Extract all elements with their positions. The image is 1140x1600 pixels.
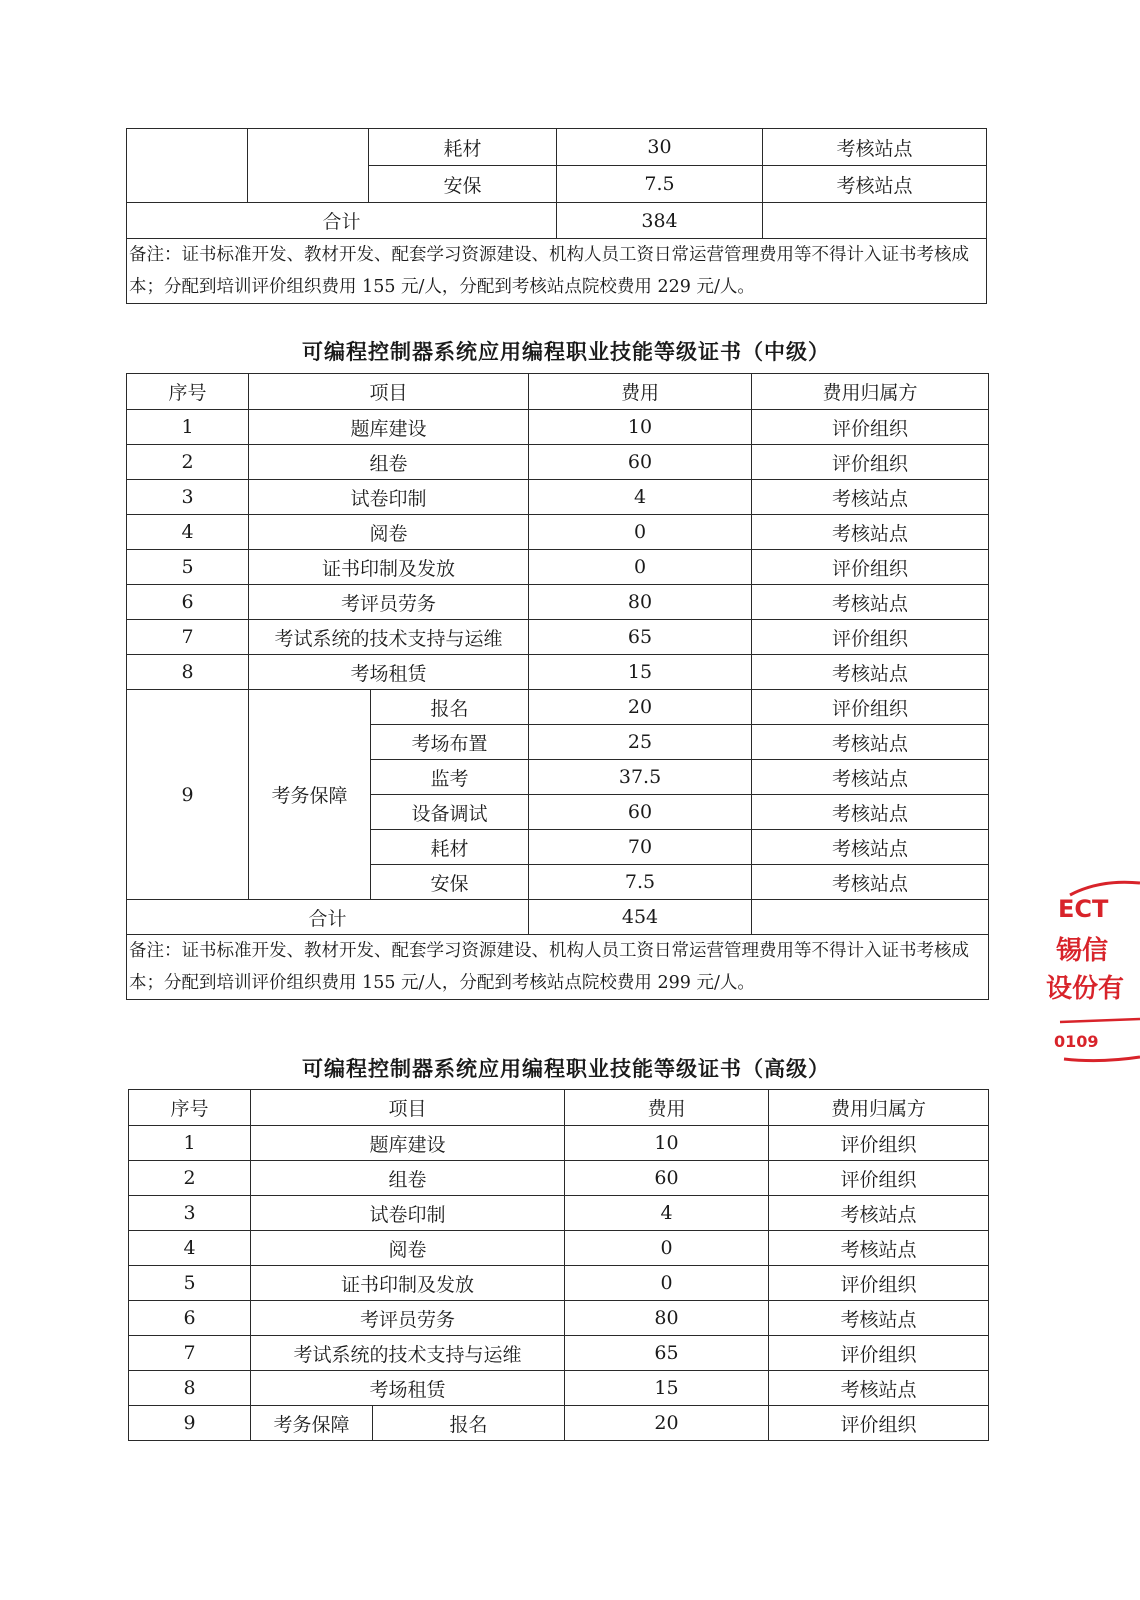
fee-cell: 0: [565, 1266, 769, 1301]
table-row: [129, 1336, 989, 1371]
note-text: 备注：证书标准开发、教材开发、配套学习资源建设、机构人员工资日常运营管理费用等不得计入证书考核成本；分配到培训评价组织费用 155 元/人，分配到考核站点院校费用 229 元/人。: [127, 239, 987, 304]
owner-cell: 考核站点: [752, 480, 989, 515]
table-row: [127, 690, 989, 725]
owner-cell: 评价组织: [769, 1406, 989, 1441]
item-cell: 考试系统的技术支持与运维: [251, 1336, 565, 1371]
table-cell: [248, 129, 369, 203]
total-row: [127, 900, 989, 935]
table-row: [127, 585, 989, 620]
owner-cell: 考核站点: [769, 1371, 989, 1406]
table-row: [129, 1126, 989, 1161]
item-cell: 考试系统的技术支持与运维: [249, 620, 529, 655]
no-cell: 6: [129, 1301, 251, 1336]
no-cell: 3: [127, 480, 249, 515]
owner-cell: 考核站点: [769, 1301, 989, 1336]
no-cell: 4: [129, 1231, 251, 1266]
fee-cell: 70: [529, 830, 752, 865]
table-row: [129, 1231, 989, 1266]
mid-fee-table: [126, 373, 989, 1000]
owner-cell: 评价组织: [769, 1161, 989, 1196]
item-cell: 证书印制及发放: [251, 1266, 565, 1301]
item-cell: 监考: [371, 760, 529, 795]
header-item: 项目: [251, 1090, 565, 1126]
item-cell: 报名: [373, 1406, 565, 1441]
total-row: [127, 203, 987, 239]
table-row: [127, 445, 989, 480]
owner-cell: 考核站点: [769, 1231, 989, 1266]
fee-cell: 4: [529, 480, 752, 515]
no-cell: 7: [127, 620, 249, 655]
fee-cell: 7.5: [557, 166, 763, 203]
top-fee-table: [126, 128, 987, 304]
owner-cell: 评价组织: [752, 620, 989, 655]
table-row: [127, 550, 989, 585]
no-cell: 5: [127, 550, 249, 585]
header-row: [127, 374, 989, 410]
owner-cell: 评价组织: [769, 1126, 989, 1161]
item-cell: 阅卷: [251, 1231, 565, 1266]
fee-cell: 65: [565, 1336, 769, 1371]
item-cell: 证书印制及发放: [249, 550, 529, 585]
no-cell: 7: [129, 1336, 251, 1371]
no-cell: 8: [127, 655, 249, 690]
header-no: 序号: [129, 1090, 251, 1126]
no-cell: 4: [127, 515, 249, 550]
item-cell: 报名: [371, 690, 529, 725]
owner-cell: 考核站点: [763, 129, 987, 166]
header-owner: 费用归属方: [769, 1090, 989, 1126]
table-row: [127, 410, 989, 445]
mid-table-title: 可编程控制器系统应用编程职业技能等级证书（中级）: [302, 339, 830, 364]
group-label: 考务保障: [249, 690, 371, 900]
table-row: [129, 1301, 989, 1336]
no-cell: 2: [129, 1161, 251, 1196]
item-cell: 考评员劳务: [251, 1301, 565, 1336]
high-table-title: 可编程控制器系统应用编程职业技能等级证书（高级）: [302, 1056, 830, 1081]
seal-text-2: 设份有: [1046, 974, 1125, 1004]
item-cell: 考场租赁: [249, 655, 529, 690]
table-row: [129, 1196, 989, 1231]
item-cell: 试卷印制: [251, 1196, 565, 1231]
owner-cell: 考核站点: [752, 655, 989, 690]
table-row: [127, 129, 987, 166]
note-text: 备注：证书标准开发、教材开发、配套学习资源建设、机构人员工资日常运营管理费用等不得计入证书考核成本；分配到培训评价组织费用 155 元/人，分配到考核站点院校费用 299 元/人。: [127, 935, 989, 1000]
total-label: 合计: [127, 203, 557, 239]
owner-cell: 考核站点: [752, 515, 989, 550]
header-fee: 费用: [565, 1090, 769, 1126]
owner-cell: 考核站点: [763, 166, 987, 203]
header-item: 项目: [249, 374, 529, 410]
owner-cell: 评价组织: [752, 410, 989, 445]
item-cell: 安保: [369, 166, 557, 203]
item-cell: 试卷印制: [249, 480, 529, 515]
owner-cell: 考核站点: [752, 865, 989, 900]
table-row: [127, 620, 989, 655]
total-value: 454: [529, 900, 752, 935]
fee-cell: 20: [529, 690, 752, 725]
no-cell: 2: [127, 445, 249, 480]
item-cell: 阅卷: [249, 515, 529, 550]
owner-cell: 评价组织: [769, 1266, 989, 1301]
item-cell: 安保: [371, 865, 529, 900]
item-cell: 组卷: [249, 445, 529, 480]
fee-cell: 7.5: [529, 865, 752, 900]
fee-cell: 80: [529, 585, 752, 620]
no-cell: 9: [127, 690, 249, 900]
seal-number: 0109: [1054, 1032, 1099, 1051]
fee-cell: 15: [529, 655, 752, 690]
header-fee: 费用: [529, 374, 752, 410]
table-row: [129, 1371, 989, 1406]
table-row: [127, 480, 989, 515]
owner-cell: 考核站点: [769, 1196, 989, 1231]
seal-text-1: 锡信: [1056, 936, 1109, 966]
owner-cell: 评价组织: [752, 690, 989, 725]
fee-cell: 37.5: [529, 760, 752, 795]
fee-cell: 65: [529, 620, 752, 655]
item-cell: 题库建设: [251, 1126, 565, 1161]
header-owner: 费用归属方: [752, 374, 989, 410]
note-row: [127, 239, 987, 304]
table-row: [127, 655, 989, 690]
fee-cell: 80: [565, 1301, 769, 1336]
fee-cell: 30: [557, 129, 763, 166]
no-cell: 1: [129, 1126, 251, 1161]
table-row: [129, 1406, 989, 1441]
item-cell: 考评员劳务: [249, 585, 529, 620]
no-cell: 1: [127, 410, 249, 445]
high-fee-table: [128, 1089, 989, 1441]
item-cell: 考场租赁: [251, 1371, 565, 1406]
header-no: 序号: [127, 374, 249, 410]
table-cell: [127, 129, 248, 203]
owner-cell: 考核站点: [752, 725, 989, 760]
table-cell: [763, 203, 987, 239]
total-label: 合计: [127, 900, 529, 935]
fee-cell: 60: [529, 445, 752, 480]
item-cell: 组卷: [251, 1161, 565, 1196]
item-cell: 耗材: [369, 129, 557, 166]
fee-cell: 0: [565, 1231, 769, 1266]
item-cell: 耗材: [371, 830, 529, 865]
owner-cell: 考核站点: [752, 830, 989, 865]
header-row: [129, 1090, 989, 1126]
fee-cell: 15: [565, 1371, 769, 1406]
fee-cell: 0: [529, 515, 752, 550]
no-cell: 8: [129, 1371, 251, 1406]
fee-cell: 10: [529, 410, 752, 445]
table-row: [129, 1266, 989, 1301]
item-cell: 题库建设: [249, 410, 529, 445]
company-seal-stamp: [1046, 877, 1140, 1077]
owner-cell: 考核站点: [752, 760, 989, 795]
item-cell: 设备调试: [371, 795, 529, 830]
fee-cell: 60: [529, 795, 752, 830]
fee-cell: 4: [565, 1196, 769, 1231]
no-cell: 9: [129, 1406, 251, 1441]
item-cell: 考场布置: [371, 725, 529, 760]
seal-text-en: ECT: [1058, 895, 1109, 923]
owner-cell: 考核站点: [752, 795, 989, 830]
no-cell: 6: [127, 585, 249, 620]
fee-cell: 25: [529, 725, 752, 760]
table-row: [129, 1161, 989, 1196]
table-row: [127, 515, 989, 550]
no-cell: 3: [129, 1196, 251, 1231]
owner-cell: 评价组织: [769, 1336, 989, 1371]
fee-cell: 10: [565, 1126, 769, 1161]
note-row: [127, 935, 989, 1000]
fee-cell: 0: [529, 550, 752, 585]
owner-cell: 考核站点: [752, 585, 989, 620]
owner-cell: 评价组织: [752, 445, 989, 480]
fee-cell: 60: [565, 1161, 769, 1196]
total-value: 384: [557, 203, 763, 239]
table-cell: [752, 900, 989, 935]
no-cell: 5: [129, 1266, 251, 1301]
fee-cell: 20: [565, 1406, 769, 1441]
owner-cell: 评价组织: [752, 550, 989, 585]
group-label: 考务保障: [251, 1406, 373, 1441]
